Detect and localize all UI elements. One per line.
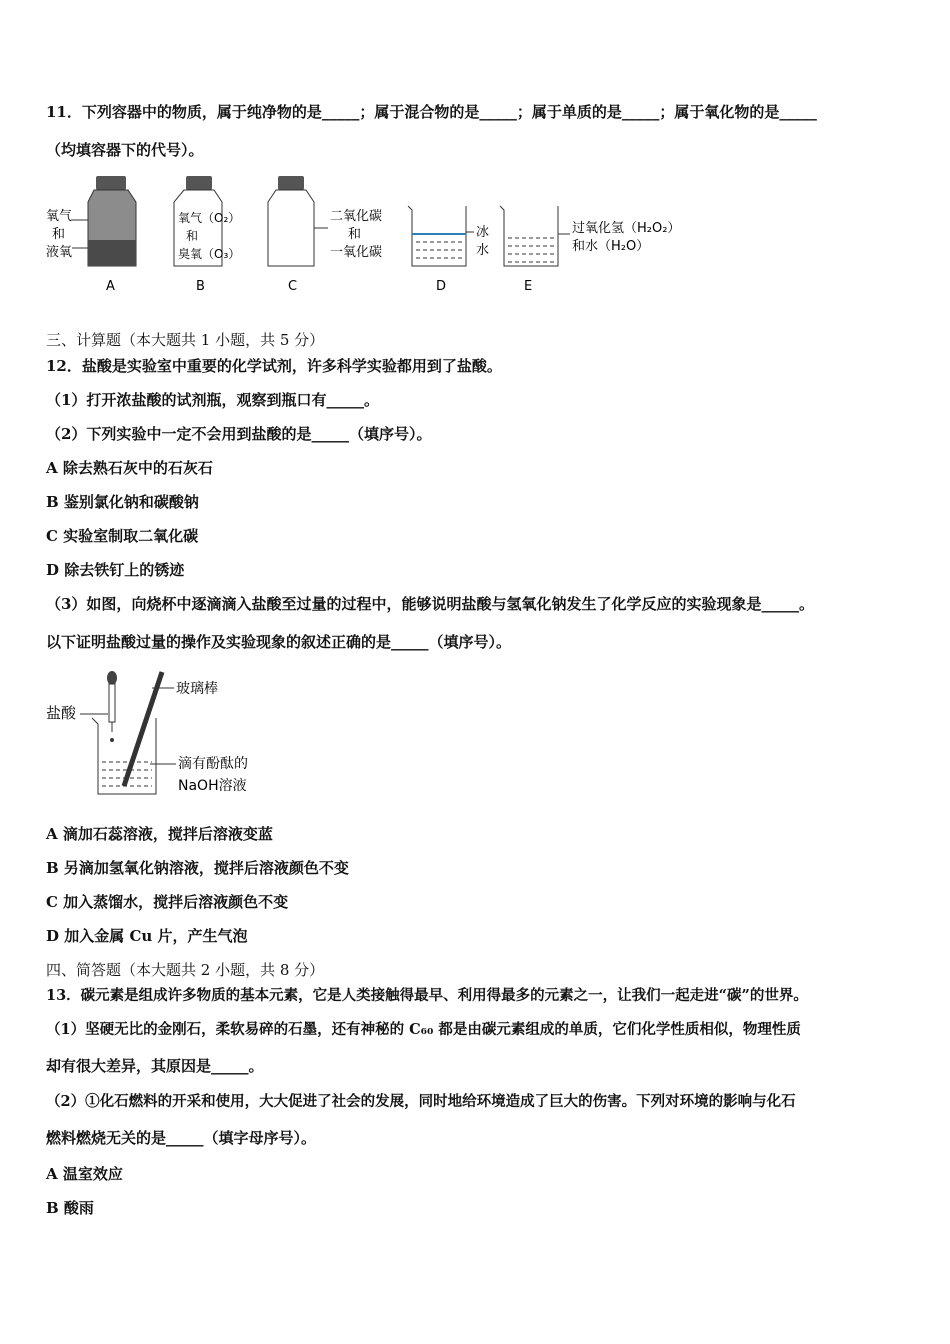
q12-part3-option-d: D 加入金属 Cu 片，产生气泡 <box>46 927 248 945</box>
bottle-a-label-2: 和 <box>52 227 66 242</box>
q13-part2-option-a: A 温室效应 <box>46 1165 123 1183</box>
bottle-b-label-3: 臭氧（O₃） <box>178 247 241 261</box>
q13-part2-b: 燃料燃烧无关的是_____（填字母序号）。 <box>46 1129 317 1147</box>
bottle-b-label-1: 氧气（O₂） <box>178 211 241 225</box>
q12-part3-option-a: A 滴加石蕊溶液，搅拌后溶液变蓝 <box>46 825 273 843</box>
q13-part1-a: （1）坚硬无比的金刚石，柔软易碎的石墨，还有神秘的 C₆₀ 都是由碳元素组成的单质，它们化学性质相似，物理性质 <box>46 1021 801 1038</box>
label-acid: 盐酸 <box>46 704 77 722</box>
bottle-a-label-3: 液氧 <box>46 245 73 260</box>
q11-line1: 11．下列容器中的物质，属于纯净物的是_____；属于混合物的是_____；属于单质的是_____；属于氧化物的是_____ <box>46 103 817 121</box>
bottle-b-label-2: 和 <box>186 229 199 243</box>
q12-part3-b: 以下证明盐酸过量的操作及实验现象的叙述正确的是_____（填序号）。 <box>46 633 512 651</box>
letter-c: C <box>288 279 298 294</box>
q12-part2-option-a: A 除去熟石灰中的石灰石 <box>46 459 213 477</box>
q12-part1: （1）打开浓盐酸的试剂瓶，观察到瓶口有_____。 <box>46 391 379 409</box>
dropper <box>107 671 117 742</box>
q12-part2-option-d: D 除去铁钉上的锈迹 <box>46 561 185 579</box>
q12-stem: 12．盐酸是实验室中重要的化学试剂，许多科学实验都用到了盐酸。 <box>46 357 502 375</box>
beaker-d-label-2: 水 <box>476 243 490 258</box>
letter-a: A <box>106 279 115 294</box>
section-4-heading: 四、简答题（本大题共 2 小题，共 8 分） <box>46 961 325 979</box>
q12-part2-option-c: C 实验室制取二氧化碳 <box>46 527 199 545</box>
beaker-e-label-1: 过氧化氢（H₂O₂） <box>572 221 681 236</box>
bottle-a-label-1: 氧气 <box>46 209 73 224</box>
q11-line2: （均填容器下的代号）。 <box>46 141 204 159</box>
q11-containers-figure <box>44 170 704 300</box>
q12-part2-option-b: B 鉴别氯化钠和碳酸钠 <box>46 493 199 511</box>
letter-d: D <box>436 279 447 294</box>
beaker-e-label-2: 和水（H₂O） <box>572 239 650 254</box>
q13-part1-b: 却有很大差异，其原因是_____。 <box>46 1057 264 1075</box>
beaker-d-label-1: 冰 <box>476 225 490 240</box>
bottle-c-label-2: 和 <box>348 227 362 242</box>
q12-beaker-figure <box>44 666 304 806</box>
label-solution-1: 滴有酚酞的 <box>178 756 248 772</box>
letter-b: B <box>196 279 205 294</box>
bottle-c-label-1: 二氧化碳 <box>330 209 383 224</box>
q13-part2-option-b: B 酸雨 <box>46 1199 94 1217</box>
q12-part3-option-b: B 另滴加氢氧化钠溶液，搅拌后溶液颜色不变 <box>46 859 349 877</box>
label-solution-2: NaOH溶液 <box>178 778 247 794</box>
bottle-c-label-3: 一氧化碳 <box>330 245 383 260</box>
letter-e: E <box>524 279 533 294</box>
beaker-d <box>408 206 474 266</box>
beaker-e <box>500 206 570 266</box>
q13-stem: 13．碳元素是组成许多物质的基本元素，它是人类接触得最早、利用得最多的元素之一，让我们一起走进“碳”的世界。 <box>46 987 808 1004</box>
q12-part3-option-c: C 加入蒸馏水，搅拌后溶液颜色不变 <box>46 893 289 911</box>
section-3-heading: 三、计算题（本大题共 1 小题，共 5 分） <box>46 331 325 349</box>
bottle-a <box>72 176 136 266</box>
bottle-c <box>268 176 328 266</box>
q12-part2: （2）下列实验中一定不会用到盐酸的是_____（填序号）。 <box>46 425 432 443</box>
q12-part3: （3）如图，向烧杯中逐滴滴入盐酸至过量的过程中，能够说明盐酸与氢氧化钠发生了化学反应的实验现象是_____。 <box>46 595 814 613</box>
q13-part2-a: （2）①化石燃料的开采和使用，大大促进了社会的发展，同时地给环境造成了巨大的伤害。下列对环境的影响与化石 <box>46 1093 796 1110</box>
label-rod: 玻璃棒 <box>176 681 218 697</box>
